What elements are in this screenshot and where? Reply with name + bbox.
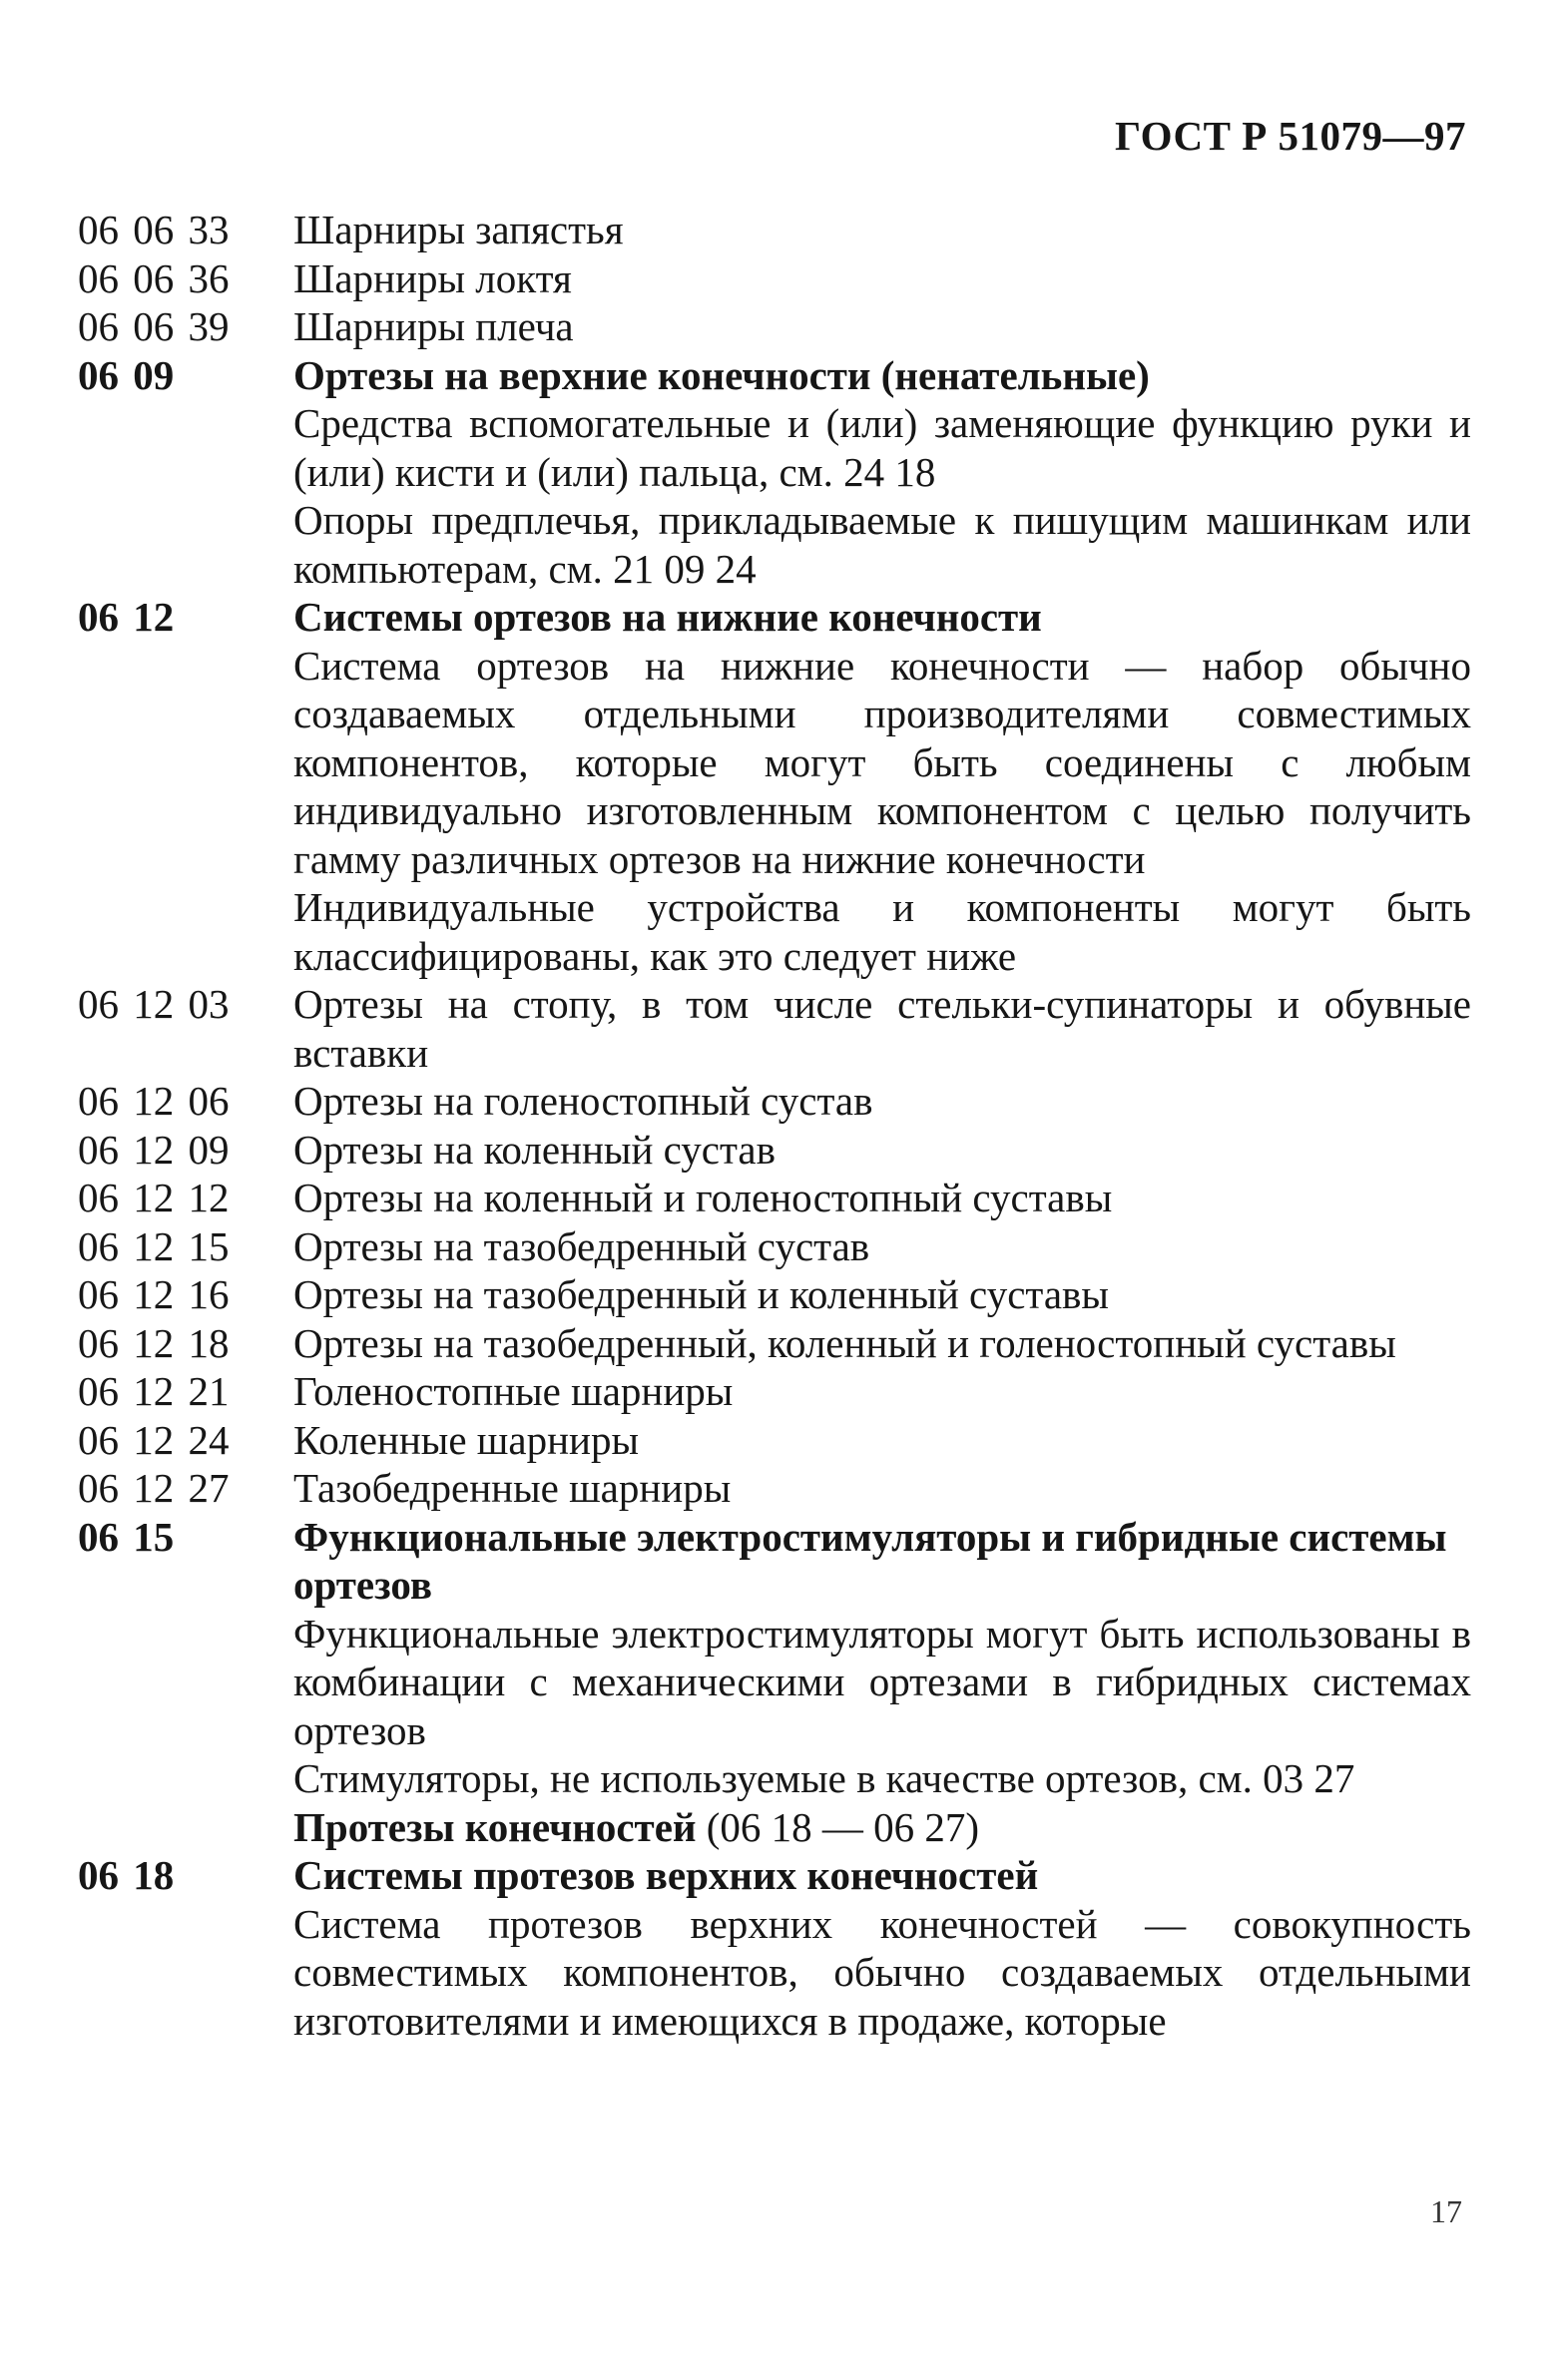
classification-code: 06 06 39 xyxy=(78,303,230,349)
classification-code: 06 06 36 xyxy=(78,254,230,301)
classification-code xyxy=(78,1803,293,1852)
entry-row xyxy=(78,399,1471,496)
entry-text-main: Ортезы на тазобедренный и коленный суставы xyxy=(293,1271,1109,1317)
page-number: 17 xyxy=(1430,2193,1462,2229)
entry-text-main: Система ортезов на нижние конечности — набор обычно создаваемых отдельными производителями совместимых компонентов, которые могут быть соединены с любым индивидуально изготовленным компонентом с целью получить гамму различных ортезов на нижние конечности xyxy=(293,642,1471,882)
classification-code: 06 12 12 xyxy=(78,1175,230,1220)
entry-text xyxy=(293,883,1471,980)
entry-text xyxy=(293,1610,1471,1755)
document-header: ГОСТ Р 51079—97 xyxy=(1115,113,1466,159)
classification-code: 06 18 xyxy=(78,1852,175,1898)
entry-text-main: Голеностопные шарниры xyxy=(293,1368,734,1414)
entry-text-main: Системы протезов верхних конечностей xyxy=(293,1852,1039,1898)
classification-code: 06 15 xyxy=(78,1513,175,1560)
entry-text-main: Опоры предплечья, прикладываемые к пишущим машинкам или компьютерам, см. 21 09 24 xyxy=(293,497,1471,592)
entry-text-main: Тазобедренные шарниры xyxy=(293,1465,732,1511)
entry-text-main: Ортезы на тазобедренный сустав xyxy=(293,1222,870,1269)
section-heading-row xyxy=(78,1513,1471,1610)
classification-code: 06 06 33 xyxy=(78,207,230,252)
classification-code: 06 12 16 xyxy=(78,1271,230,1317)
classification-code: 06 12 15 xyxy=(78,1222,230,1269)
entry-text-main: Средства вспомогательные и (или) заменяющие функцию руки и (или) кисти и (или) пальца, см. 24 18 xyxy=(293,400,1471,495)
classification-code: 06 12 24 xyxy=(78,1416,230,1463)
classification-code xyxy=(78,1610,293,1755)
entry-text xyxy=(293,1126,1471,1175)
section-title xyxy=(293,593,1471,642)
entry-text-main: Шарниры локтя xyxy=(293,254,572,301)
entry-text xyxy=(293,399,1471,496)
classification-code: 06 09 xyxy=(78,351,175,398)
section-title xyxy=(293,1513,1471,1610)
entry-text-main: Ортезы на голеностопный сустав xyxy=(293,1078,873,1124)
entry-text xyxy=(293,1367,1471,1416)
classification-code: 06 12 06 xyxy=(78,1078,230,1124)
entry-text xyxy=(293,1174,1471,1222)
section-title xyxy=(293,351,1471,400)
classification-code: 06 12 18 xyxy=(78,1319,230,1366)
entry-text-main: Шарниры запястья xyxy=(293,207,624,252)
entry-row xyxy=(78,1464,1471,1513)
entry-row xyxy=(78,1077,1471,1126)
entry-text-main: Стимуляторы, не используемые в качестве ортезов, см. 03 27 xyxy=(293,1755,1355,1801)
entry-row xyxy=(78,1319,1471,1368)
section-heading-row xyxy=(78,1851,1471,1900)
entry-row xyxy=(78,496,1471,593)
entry-text-main: Коленные шарниры xyxy=(293,1416,639,1463)
entry-text-main: Ортезы на стопу, в том числе стельки-супинаторы и обувные вставки xyxy=(293,981,1471,1076)
entry-row xyxy=(78,1610,1471,1755)
entry-text xyxy=(293,1077,1471,1126)
classification-code xyxy=(78,642,293,884)
entry-text xyxy=(293,302,1471,351)
entry-text-main: Ортезы на коленный и голеностопный суставы xyxy=(293,1175,1113,1220)
entry-text xyxy=(293,1754,1471,1803)
entry-row xyxy=(78,302,1471,351)
classification-code: 06 12 xyxy=(78,594,175,640)
entry-text xyxy=(293,1900,1471,2046)
entry-text xyxy=(293,1319,1471,1368)
entry-text xyxy=(293,1270,1471,1319)
section-heading-row xyxy=(78,1803,1471,1852)
entry-text xyxy=(293,496,1471,593)
entry-row xyxy=(78,1367,1471,1416)
section-heading-row xyxy=(78,351,1471,400)
classification-code: 06 12 03 xyxy=(78,981,230,1027)
entry-row xyxy=(78,883,1471,980)
entry-text xyxy=(293,642,1471,884)
entry-row xyxy=(78,1416,1471,1465)
section-title xyxy=(293,1803,1471,1852)
entry-text xyxy=(293,206,1471,254)
classification-code: 06 12 21 xyxy=(78,1368,230,1414)
entry-text-main: Ортезы на верхние конечности (ненательные) xyxy=(293,351,1150,398)
entry-row xyxy=(78,1270,1471,1319)
entry-range-suffix: (06 18 — 06 27) xyxy=(696,1803,980,1850)
entry-row xyxy=(78,980,1471,1077)
classification-code xyxy=(78,1900,293,2046)
classification-code xyxy=(78,883,293,980)
entry-row xyxy=(78,1900,1471,2046)
classification-code: 06 12 09 xyxy=(78,1126,230,1173)
entry-row xyxy=(78,1222,1471,1271)
section-title xyxy=(293,1851,1471,1900)
entry-row xyxy=(78,206,1471,254)
classification-code xyxy=(78,399,293,496)
entry-text xyxy=(293,980,1471,1077)
entry-text xyxy=(293,1464,1471,1513)
entry-text-main: Функциональные электростимуляторы и гибридные системы ортезов xyxy=(293,1513,1447,1608)
classification-code xyxy=(78,496,293,593)
entry-text-main: Функциональные электростимуляторы могут быть использованы в комбинации с механическими ортезами в гибридных системах ортезов xyxy=(293,1610,1471,1753)
entry-row xyxy=(78,1126,1471,1175)
entry-text xyxy=(293,1222,1471,1271)
entry-text-main: Шарниры плеча xyxy=(293,303,574,349)
entry-text xyxy=(293,1416,1471,1465)
classification-code: 06 12 27 xyxy=(78,1465,230,1511)
entry-text-main: Система протезов верхних конечностей — совокупность совместимых компонентов, обычно создаваемых отдельными изготовителями и имеющихся в продаже, которые xyxy=(293,1900,1471,2044)
entry-row xyxy=(78,254,1471,303)
section-heading-row xyxy=(78,593,1471,642)
entry-text-main: Протезы конечностей xyxy=(293,1803,697,1850)
entry-row xyxy=(78,1754,1471,1803)
entry-text-main: Ортезы на тазобедренный, коленный и голеностопный суставы xyxy=(293,1319,1396,1366)
classification-code xyxy=(78,1754,293,1803)
entry-row xyxy=(78,642,1471,884)
entry-text-main: Ортезы на коленный сустав xyxy=(293,1126,776,1173)
classification-list xyxy=(78,206,1471,2045)
entry-text xyxy=(293,254,1471,303)
entry-text-main: Системы ортезов на нижние конечности xyxy=(293,594,1042,640)
entry-row xyxy=(78,1174,1471,1222)
entry-text-main: Индивидуальные устройства и компоненты могут быть классифицированы, как это следует ниже xyxy=(293,884,1471,979)
